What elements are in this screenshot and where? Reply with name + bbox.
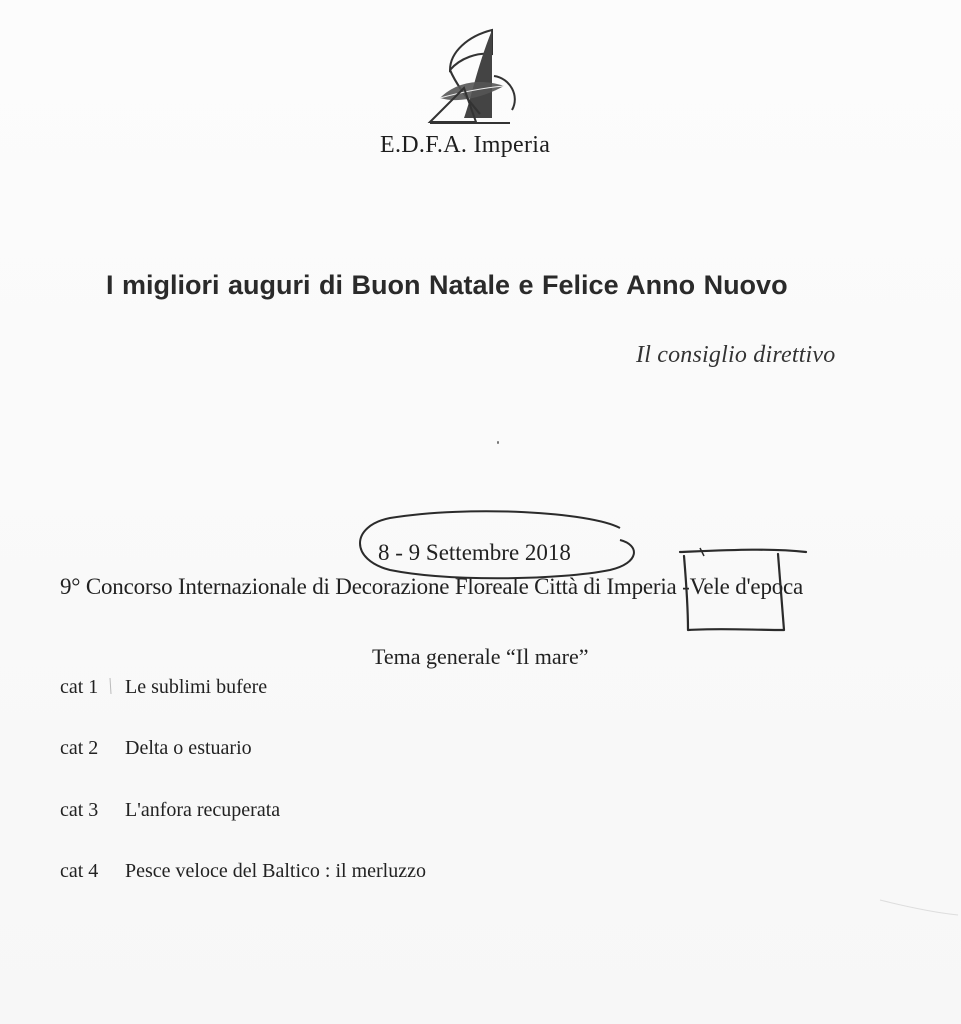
- sailboat-leaf-logo: [420, 26, 530, 130]
- category-code: cat 2: [60, 737, 99, 759]
- contest-title: 9° Concorso Internazionale di Decorazione Floreale Città di Imperia -Vele d'epoca: [60, 574, 804, 599]
- category-item-4: [60, 860, 426, 883]
- category-name: Delta o estuario: [125, 737, 252, 759]
- contest-theme: Tema generale “Il mare”: [372, 644, 589, 669]
- category-item-3: [60, 799, 280, 822]
- organization-name: E.D.F.A. Imperia: [380, 132, 551, 158]
- category-item-1: [60, 676, 267, 699]
- category-code: cat 3: [60, 799, 99, 821]
- category-code: cat 1: [60, 676, 99, 698]
- category-name: Le sublimi bufere: [125, 676, 268, 698]
- category-name: Pesce veloce del Baltico : il merluzzo: [125, 860, 426, 882]
- category-item-2: [60, 737, 252, 760]
- paper-speck: [497, 441, 499, 444]
- category-name: L'anfora recuperata: [125, 799, 281, 821]
- signature-board: Il consiglio direttivo: [636, 342, 836, 368]
- event-date: 8 - 9 Settembre 2018: [378, 540, 571, 565]
- category-code: cat 4: [60, 860, 99, 882]
- holiday-greeting: I migliori auguri di Buon Natale e Felice Anno Nuovo: [106, 270, 788, 300]
